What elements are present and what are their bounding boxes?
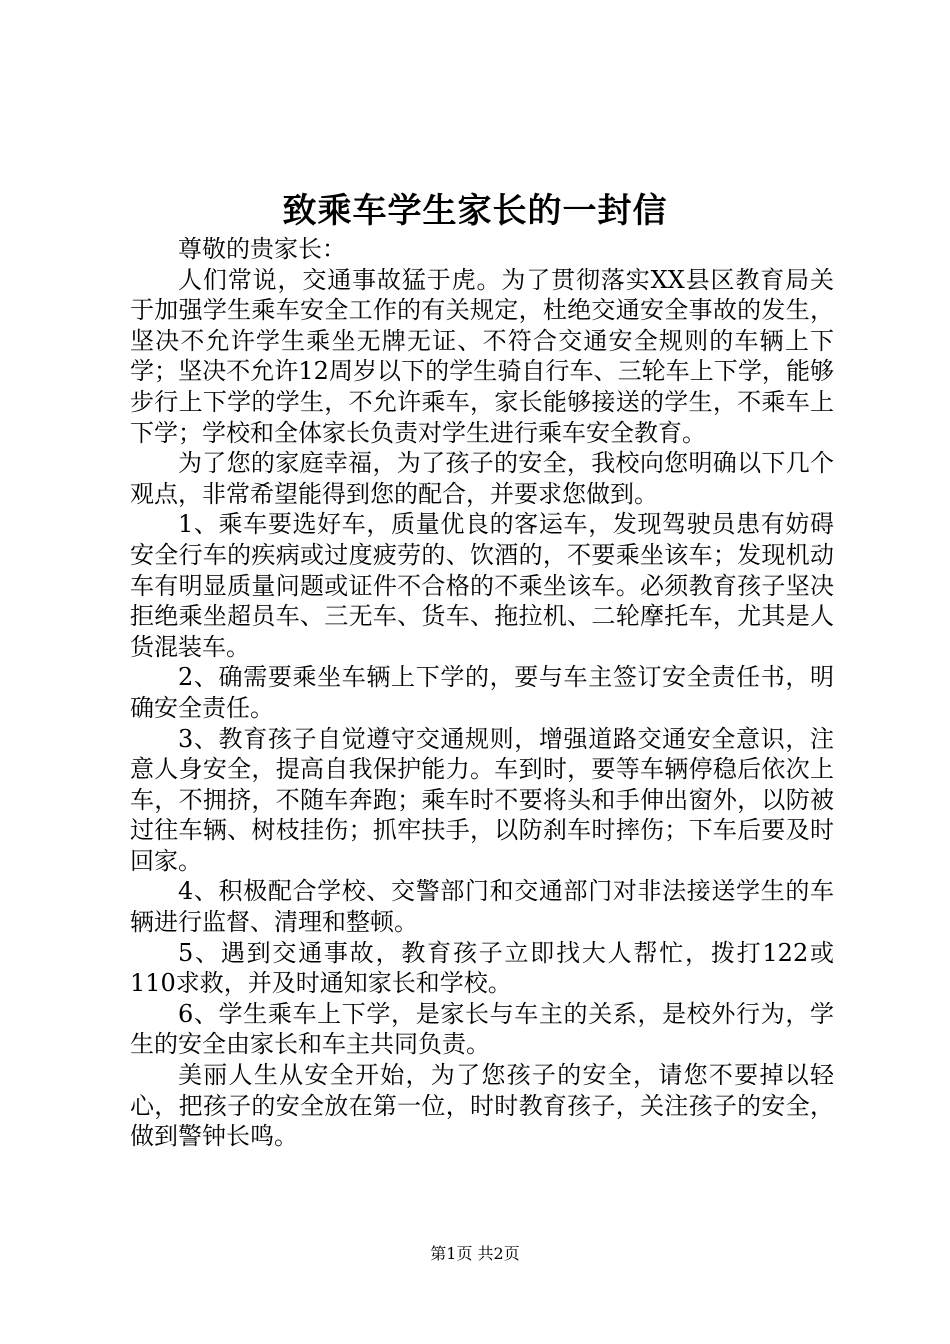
paragraph: 2、确需要乘坐车辆上下学的，要与车主签订安全责任书，明确安全责任。 xyxy=(130,663,834,722)
paragraph: 人们常说，交通事故猛于虎。为了贯彻落实XX县区教育局关于加强学生乘车安全工作的有关规定，杜绝交通安全事故的发生，坚决不允许学生乘坐无牌无证、不符合交通安全规则的车辆上下学；坚决不允许12周岁以下的学生骑自行车、三轮车上下学，能够步行上下学的学生，不允许乘车，家长能够接送的学生，不乘车上下学；学校和全体家长负责对学生进行乘车安全教育。 xyxy=(130,265,834,447)
paragraph: 美丽人生从安全开始，为了您孩子的安全，请您不要掉以轻心，把孩子的安全放在第一位，时时教育孩子，关注孩子的安全，做到警钟长鸣。 xyxy=(130,1061,834,1151)
paragraph: 为了您的家庭幸福，为了孩子的安全，我校向您明确以下几个观点，非常希望能得到您的配合，并要求您做到。 xyxy=(130,449,834,508)
paragraph: 4、积极配合学校、交警部门和交通部门对非法接送学生的车辆进行监督、清理和整顿。 xyxy=(130,877,834,937)
page-number: 第1页 共2页 xyxy=(430,1244,520,1263)
paragraph: 5、遇到交通事故，教育孩子立即找大人帮忙，拨打122或110求救，并及时通知家长和学校。 xyxy=(130,938,834,998)
salutation: 尊敬的贵家长： xyxy=(178,235,346,263)
paragraph: 1、乘车要选好车，质量优良的客运车，发现驾驶员患有妨碍安全行车的疾病或过度疲劳的、饮酒的，不要乘坐该车；发现机动车有明显质量问题或证件不合格的不乘坐该车。必须教育孩子坚决拒绝乘坐超员车、三无车、货车、拖拉机、二轮摩托车，尤其是人货混装车。 xyxy=(130,510,834,661)
paragraph: 6、学生乘车上下学，是家长与车主的关系，是校外行为，学生的安全由家长和车主共同负责。 xyxy=(130,999,834,1059)
page-title: 致乘车学生家长的一封信 xyxy=(282,191,668,231)
paragraph: 3、教育孩子自觉遵守交通规则，增强道路交通安全意识，注意人身安全，提高自我保护能力。车到时，要等车辆停稳后依次上车，不拥挤，不随车奔跑；乘车时不要将头和手伸出窗外，以防被过往车辆、树枝挂伤；抓牢扶手，以防刹车时摔伤；下车后要及时回家。 xyxy=(130,724,834,875)
letter-body xyxy=(130,234,834,1152)
